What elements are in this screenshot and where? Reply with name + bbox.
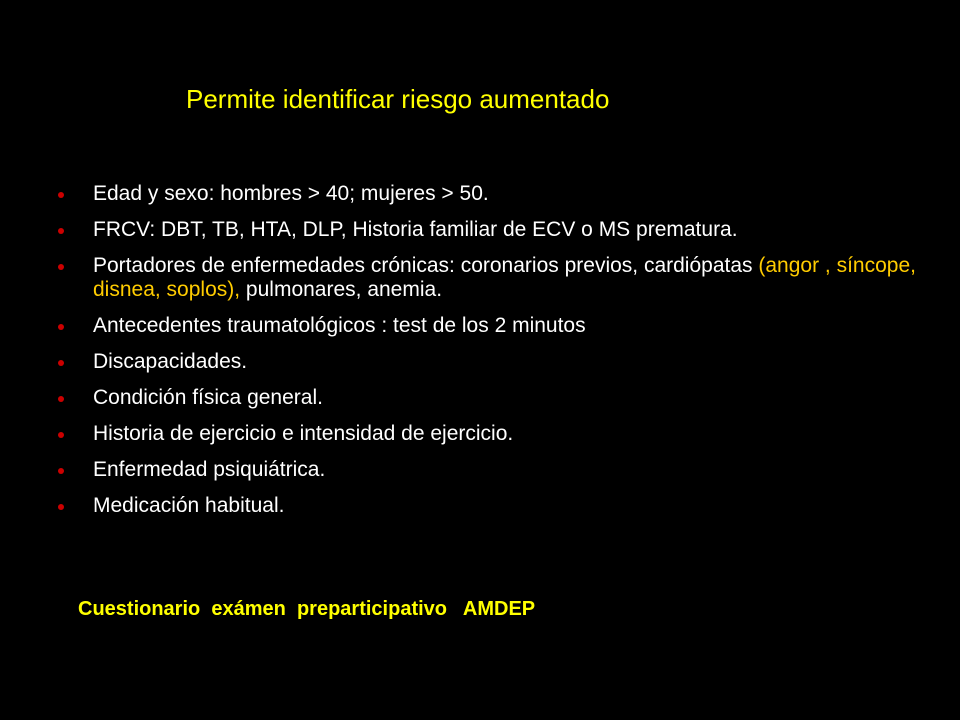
list-item xyxy=(56,386,936,410)
list-item-text: FRCV: DBT, TB, HTA, DLP, Historia familiar de ECV o MS prematura. xyxy=(93,218,738,241)
bullet-dot-icon xyxy=(58,396,64,402)
list-item-text: Edad y sexo: hombres > 40; mujeres > 50. xyxy=(93,182,489,205)
bullet-dot-icon xyxy=(58,324,64,330)
list-item-text: Medicación habitual. xyxy=(93,494,285,517)
list-item-text: Antecedentes traumatológicos : test de los 2 minutos xyxy=(93,314,586,337)
list-item xyxy=(56,314,936,338)
list-item xyxy=(56,458,936,482)
bullet-dot-icon xyxy=(58,264,64,270)
slide-title: Permite identificar riesgo aumentado xyxy=(186,84,610,114)
list-item-highlight: (angor , síncope, disnea, soplos), xyxy=(93,254,916,301)
list-item-text: Enfermedad psiquiátrica. xyxy=(93,458,326,481)
list-item-text: Historia de ejercicio e intensidad de ejercicio. xyxy=(93,422,514,445)
list-item-text: Condición física general. xyxy=(93,386,323,409)
bullet-dot-icon xyxy=(58,432,64,438)
list-item-text: Discapacidades. xyxy=(93,350,248,373)
list-item xyxy=(56,422,936,446)
list-item xyxy=(56,494,936,518)
bullet-dot-icon xyxy=(58,468,64,474)
list-item xyxy=(56,218,936,242)
list-item xyxy=(56,182,936,206)
list-item xyxy=(56,254,936,302)
bullet-dot-icon xyxy=(58,360,64,366)
bullet-list xyxy=(56,182,936,530)
list-item-text-end: pulmonares, anemia. xyxy=(240,278,443,301)
list-item-text: Portadores de enfermedades crónicas: coronarios previos, cardiópatas xyxy=(93,254,759,277)
list-item xyxy=(56,350,936,374)
bullet-dot-icon xyxy=(58,192,64,198)
bullet-dot-icon xyxy=(58,504,64,510)
bullet-dot-icon xyxy=(58,228,64,234)
questionnaire-footer: Cuestionario exámen preparticipativo AMDEP xyxy=(78,598,536,620)
